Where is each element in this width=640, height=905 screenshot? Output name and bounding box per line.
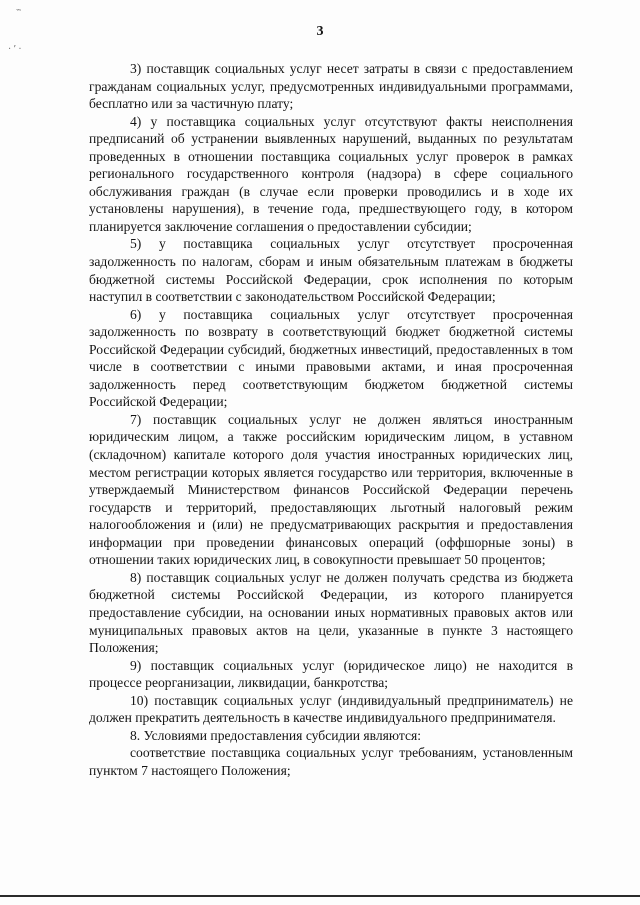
page-number: 3: [316, 24, 324, 39]
paragraph-item-8: 8) поставщик социальных услуг не должен получать средства из бюджета бюджетной системы Российской Федерации, из которого планируется предоставление субсидии, на основании иных нормативных правовых актов или муниципальных правовых актов на цели, указанные в пункте 3 настоящего Положения;: [89, 569, 573, 656]
page-bottom-rule: [0, 895, 640, 897]
condition-item: соответствие поставщика социальных услуг требованиям, установленным пунктом 7 настоящего Положения;: [89, 745, 573, 778]
paragraph-item-6: 6) у поставщика социальных услуг отсутствует просроченная задолженность по возврату в соответствующий бюджет бюджетной системы Российской Федерации субсидий, бюджетных инвестиций, предоставленных в том числе в соответствии с иными правовыми актами, и иная просроченная задолженность перед соответствующим бюджетом бюджетной системы Российской Федерации;: [89, 306, 573, 410]
scan-artifact-mark: ‷: [16, 8, 22, 19]
scan-artifact-mark: ·’·: [8, 44, 24, 55]
paragraph-item-7: 7) поставщик социальных услуг не должен являться иностранным юридическим лицом, а также российским юридическим лицом, в уставном (складочном) капитале которого доля участия иностранных юридических лиц, местом регистрации которых является государство или территория, включенные в утверждаемый Министерством финансов Российской Федерации перечень государств и территорий, предоставляющих льготный налоговый режим налогообложения и (или) не предусматривающих раскрытия и предоставления информации при проведении финансовых операций (оффшорные зоны) в отношении таких юридических лиц, в совокупности превышает 50 процентов;: [89, 411, 573, 568]
paragraph-item-4: 4) у поставщика социальных услуг отсутствуют факты неисполнения предписаний об устранении выявленных нарушений, выданных по результатам проведенных в отношении поставщика социальных услуг проверок в рамках регионального государственного контроля (надзора) в сфере социального обслуживания граждан (в случае если проверки проводились и в ходе их установлены нарушения), в течение года, предшествующего году, в котором планируется заключение соглашения о предоставлении субсидии;: [89, 113, 573, 234]
paragraph-item-9: 9) поставщик социальных услуг (юридическое лицо) не находится в процессе реорганизации, ликвидации, банкротства;: [89, 657, 573, 691]
paragraph-item-3: 3) поставщик социальных услуг несет затраты в связи с предоставлением гражданам социальных услуг, предусмотренных индивидуальными программами, бесплатно или за частичную плату;: [89, 61, 573, 112]
paragraph-item-5: 5) у поставщика социальных услуг отсутствует просроченная задолженность по налогам, сборам и иным обязательным платежам в бюджеты бюджетной системы Российской Федерации, срок исполнения по которым наступил в соответствии с законодательством Российской Федерации;: [89, 236, 573, 305]
section-8-heading: 8. Условиями предоставления субсидии являются:: [130, 727, 422, 743]
document-body: [89, 60, 573, 779]
paragraph-item-10: 10) поставщик социальных услуг (индивидуальный предприниматель) не должен прекратить деятельность в качестве индивидуального предпринимателя.: [89, 692, 573, 726]
